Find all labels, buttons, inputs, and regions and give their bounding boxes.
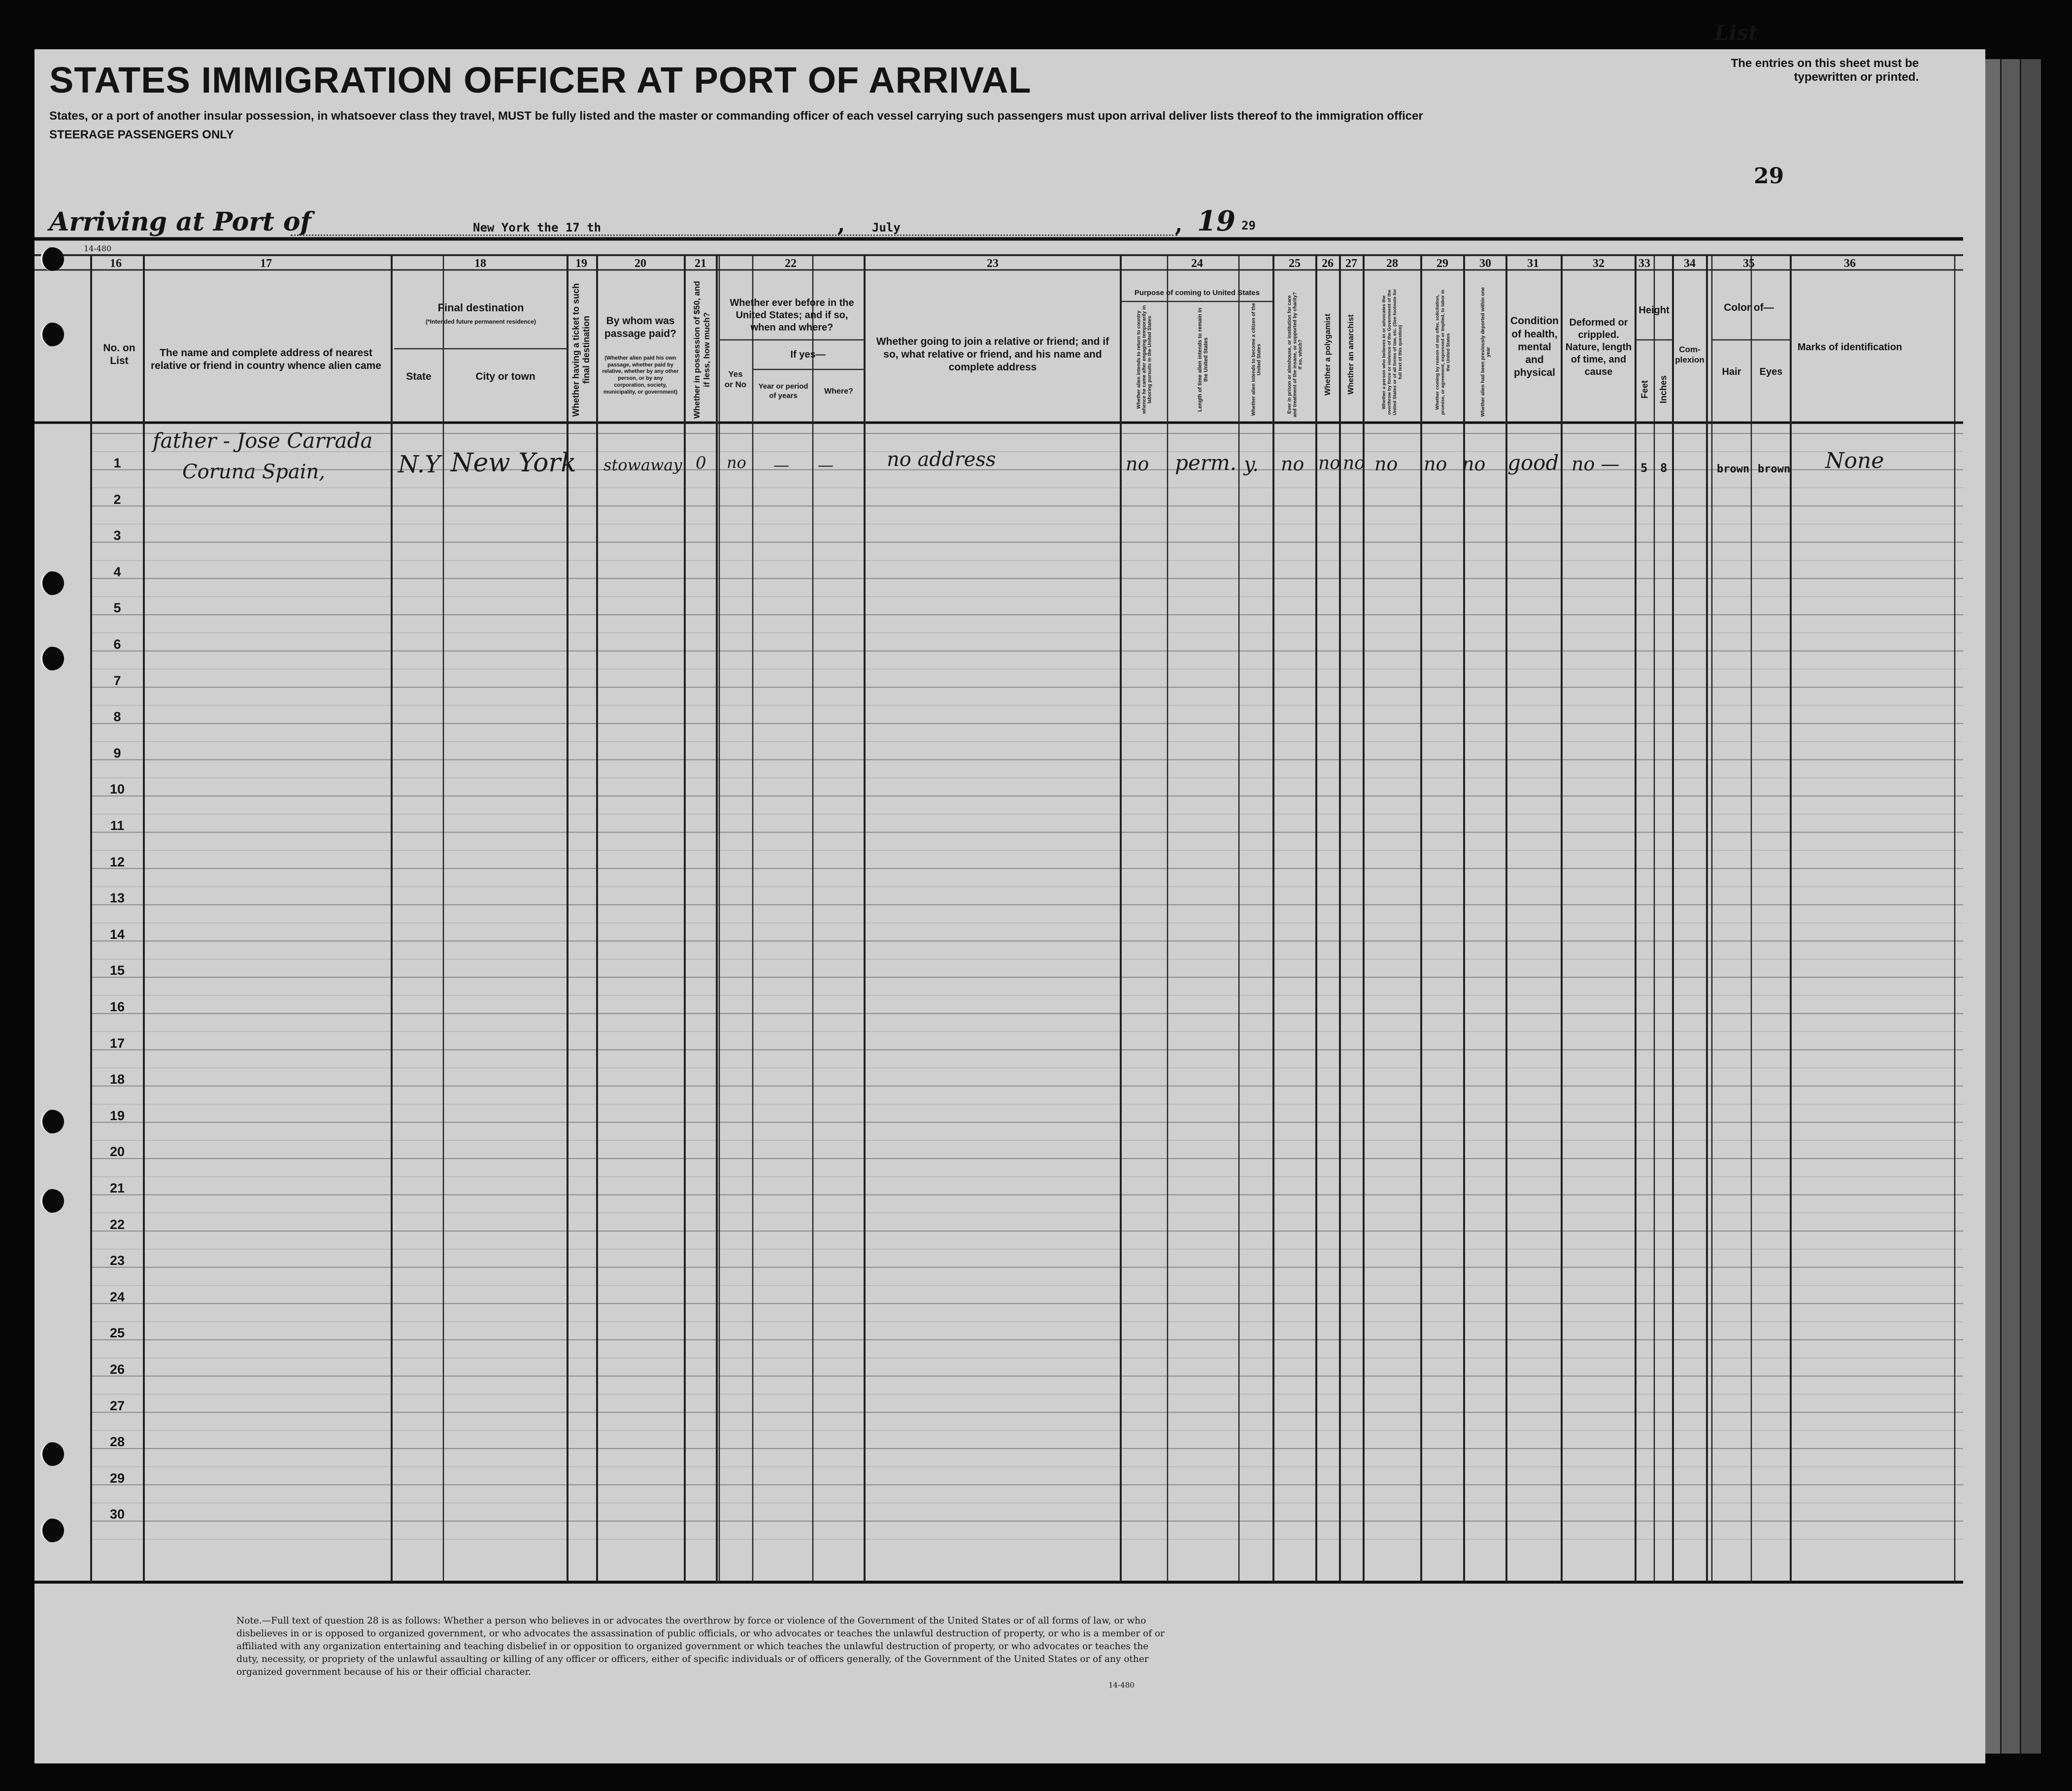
binder-hole [40, 323, 64, 346]
anarchist-value: no [1343, 453, 1365, 473]
column-number: 30 [1479, 257, 1491, 270]
row-number: 2 [113, 492, 121, 507]
row-number: 26 [109, 1362, 125, 1377]
header-health: Condition of health, mental and physical [1510, 315, 1559, 379]
join-value: no address [887, 448, 996, 471]
column-number: 17 [260, 257, 272, 270]
header-purpose-return: Whether alien intends to return to country whence he came after engaging temporarily in laboring pursuits in the United States [1136, 305, 1153, 414]
column-number: 19 [575, 257, 587, 270]
binder-hole [40, 1189, 64, 1213]
header-where: Where? [824, 387, 853, 396]
column-number: 26 [1322, 257, 1334, 270]
row-number: 13 [109, 891, 125, 906]
header-state: State [406, 370, 432, 382]
hair-value: brown [1717, 463, 1750, 475]
row-number: 8 [113, 709, 121, 725]
binder-hole [40, 647, 64, 670]
row-number: 12 [109, 854, 125, 869]
column-number: 35 [1743, 257, 1755, 270]
binder-hole [40, 1110, 64, 1133]
column-number: 24 [1191, 257, 1203, 270]
header-labor-offer: Whether coming by reason of any offer, solicitation, promise, or agreement, expressed or implied, to labor in the United States [1435, 290, 1451, 415]
row-number: 11 [110, 818, 125, 833]
steerage-text: STEERAGE PASSENGERS ONLY [49, 128, 234, 141]
header-yes-no: Yes or No [724, 369, 747, 389]
row-number: 23 [109, 1253, 125, 1268]
list-number: 29 [1754, 164, 1784, 189]
binder-hole [40, 571, 64, 595]
binder-hole [40, 247, 64, 271]
binder-hole [40, 1519, 64, 1542]
row-number: 5 [113, 600, 121, 616]
row-number: 28 [109, 1434, 125, 1450]
footnote-form-number: 14-480 [1108, 1681, 1135, 1690]
header-money: Whether in possession of $50, and if less, how much? [692, 281, 711, 419]
returning-value: no [1126, 453, 1149, 475]
column-number: 22 [785, 257, 797, 270]
column-number: 34 [1684, 257, 1696, 270]
inches-value: 8 [1660, 461, 1668, 475]
city-value: New York [451, 448, 576, 478]
row-number: 25 [109, 1326, 125, 1341]
row-number: 30 [109, 1507, 125, 1522]
row-number: 1 [113, 456, 121, 470]
header-final-destination: Final destination [437, 301, 524, 314]
citizen-value: y. [1244, 453, 1259, 476]
row-number: 16 [109, 999, 125, 1014]
row-number: 19 [109, 1108, 125, 1123]
row-number: 21 [109, 1181, 125, 1195]
arriving-label: Arriving at Port of [49, 207, 311, 237]
year-period-value: — [773, 456, 789, 474]
column-number: 20 [635, 257, 646, 270]
header-inches: Inches [1658, 375, 1669, 403]
header-purpose: Purpose of coming to United States [1134, 288, 1260, 297]
row-number: 20 [109, 1144, 125, 1160]
relative-line-2: Coruna Spain, [182, 461, 326, 483]
row-number: 15 [109, 963, 125, 978]
length-value: perm. [1175, 451, 1237, 475]
page-title: STATES IMMIGRATION OFFICER AT PORT OF ARRIVAL [49, 60, 1032, 100]
offer-value: no [1424, 453, 1447, 475]
header-purpose-length: Length of time alien intends to remain in the United States [1197, 307, 1209, 412]
header-prison: Ever in prison or almshouse, or institution for care and treatment of the insane, or supported by charity? If so, which? [1287, 292, 1303, 417]
header-year-period: Year or period of years [758, 382, 808, 400]
row-number: 10 [109, 782, 125, 797]
row-number: 3 [113, 528, 121, 543]
header-color-of: Color of— [1724, 301, 1774, 313]
row-number: 29 [109, 1470, 125, 1486]
header-eyes: Eyes [1759, 366, 1783, 377]
column-number: 29 [1437, 257, 1448, 270]
header-if-yes: If yes— [790, 349, 826, 360]
comma: , [1175, 212, 1183, 237]
column-number: 21 [695, 257, 706, 270]
header-deported: Whether alien had been previously deported within one year [1480, 287, 1491, 417]
typewritten-note: The entries on this sheet must be typewritten or printed. [1731, 57, 1919, 84]
month-value: July [872, 221, 901, 234]
eyes-value: brown [1758, 463, 1791, 475]
header-no-on-list: No. on List [103, 342, 135, 366]
header-purpose-citizen: Whether alien intends to become a citizen of the United States [1251, 303, 1262, 416]
health-value: good [1507, 451, 1559, 475]
header-overthrow: Whether a person who believes in or advocates the overthrow by force or violence of the Government of the United States or of all forms of law, etc. (See footnote for full text of this question) [1381, 289, 1403, 416]
header-relative-address: The name and complete address of nearest relative or friend in country whence alien came [151, 347, 381, 371]
comma: , [837, 212, 845, 237]
header-complexion: Com-plexion [1675, 344, 1704, 365]
header-join-relative: Whether going to join a relative or friend; and if so, what relative or friend, and his name and complete address [876, 335, 1109, 373]
passage-value: stowaway [603, 456, 682, 474]
column-number: 32 [1593, 257, 1604, 270]
deported-value: no [1462, 453, 1486, 475]
row-number: 4 [113, 564, 121, 579]
column-number: 23 [987, 257, 999, 270]
row-number: 18 [109, 1072, 125, 1087]
row-number: 24 [109, 1289, 125, 1304]
row-number: 7 [113, 673, 121, 688]
header-city: City or town [475, 370, 535, 382]
row-number: 9 [113, 745, 121, 761]
header-passage-paid: By whom was passage paid? [604, 315, 676, 339]
column-number: 28 [1386, 257, 1398, 270]
column-number: 36 [1844, 257, 1856, 270]
binder-hole [40, 1442, 64, 1466]
list-label: List [1714, 21, 1758, 45]
marks-value: None [1825, 448, 1884, 473]
header-height: Height [1638, 304, 1670, 316]
column-number: 31 [1527, 257, 1539, 270]
header-passage-paid-note: (Whether alien paid his own passage, whether paid by relative, whether by any other person, or by any corporation, society, municipality, or government) [602, 355, 679, 395]
year-value: 29 [1241, 219, 1256, 232]
feet-value: 5 [1640, 461, 1648, 475]
header-deformed: Deformed or crippled. Nature, length of time, and cause [1565, 317, 1632, 377]
header-hair: Hair [1722, 366, 1741, 377]
column-number: 16 [110, 257, 122, 270]
port-value: New York the 17 th [473, 221, 602, 234]
before-us-value: no [727, 453, 746, 472]
header-ticket: Whether having a ticket to such final destination [571, 283, 591, 417]
row-number: 6 [113, 637, 121, 652]
where-value: — [818, 456, 834, 474]
row-number: 22 [109, 1217, 125, 1232]
column-number: 33 [1638, 257, 1650, 270]
year-prefix: 19 [1197, 205, 1236, 237]
state-value: N.Y [398, 451, 440, 478]
column-number: 27 [1345, 257, 1357, 270]
row-number: 27 [109, 1398, 125, 1413]
row-number: 17 [109, 1035, 125, 1051]
advocates-value: no [1374, 453, 1398, 475]
header-before-in-us: Whether ever before in the United States; and if so, when and where? [730, 297, 854, 333]
money-value: 0 [696, 453, 706, 473]
relative-line-1: father - Jose Carrada [153, 429, 373, 453]
header-final-destination-note: (*Intended future permanent residence) [425, 318, 536, 325]
column-number: 18 [474, 257, 486, 270]
deformed-value: no — [1571, 453, 1620, 475]
header-marks: Marks of identification [1797, 341, 1903, 353]
header-feet: Feet [1639, 380, 1650, 398]
prison-value: no [1281, 453, 1304, 475]
footnote: Note.—Full text of question 28 is as follows: Whether a person who believes in or advocates the overthrow by force or violence of the Government of the United States or of all forms of law, or who disbelieves in or is opposed to organized government, or who advocates the assassination of public officials, or who advocates or teaches the unlawful destruction of property, or who is a member of or affiliated with any organization entertaining and teaching disbelief in or opposition to organized government or which teaches the unlawful destruction of property, or who advocates or teaches the duty, necessity, or propriety of the unlawful assaulting or killing of any officer or officers, either of specific individuals or of officers generally, of the Government of the United States or of any other organized government because of his or their official character. [236, 1616, 1165, 1677]
column-number: 25 [1289, 257, 1301, 270]
row-number: 14 [109, 927, 125, 942]
header-polygamist: Whether a polygamist [1324, 313, 1332, 396]
polygamist-value: no [1318, 453, 1340, 473]
intro-text: States, or a port of another insular possession, in whatsoever class they travel, MUST be fully listed and the master or commanding officer of each vessel carrying such passengers must upon arrival deliver lists thereof to the immigration officer [49, 109, 1423, 123]
form-number: 14-480 [84, 244, 112, 253]
header-anarchist: Whether an anarchist [1347, 314, 1355, 395]
